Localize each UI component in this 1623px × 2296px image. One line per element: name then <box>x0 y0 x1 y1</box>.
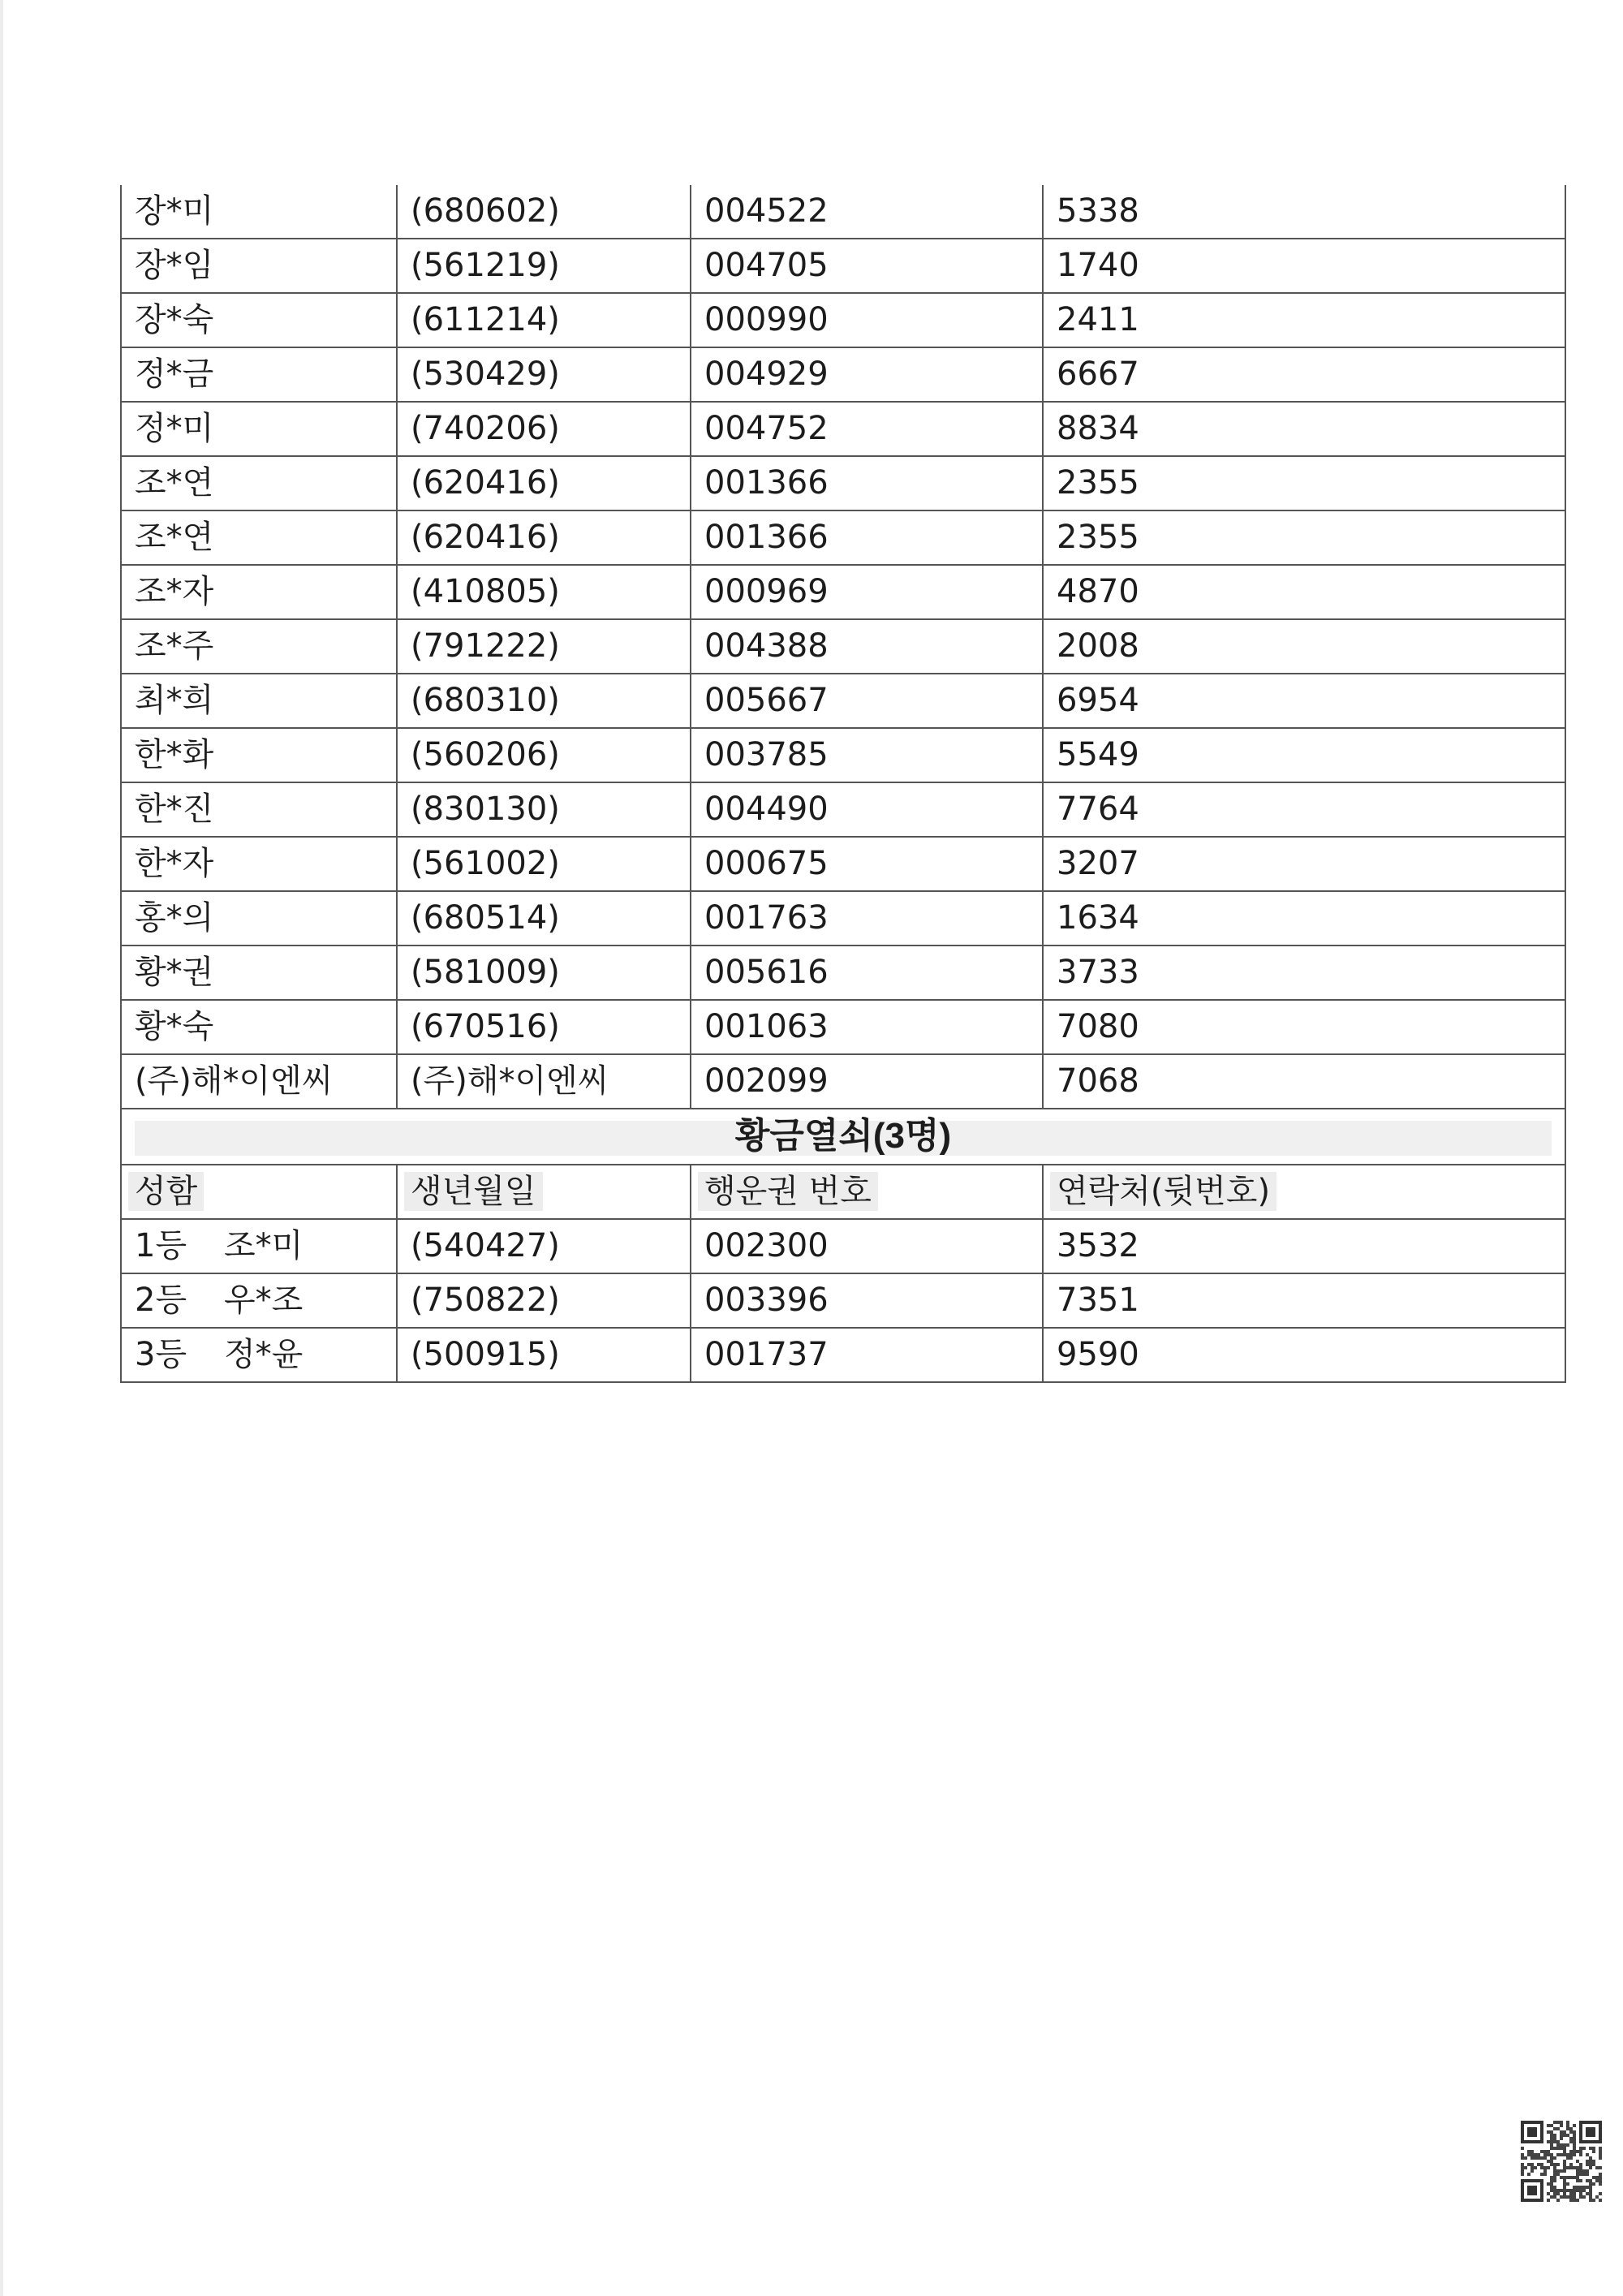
table-row <box>121 456 1565 510</box>
birth-cell: (620416) <box>397 456 691 510</box>
contact-cell: 3733 <box>1043 946 1565 1000</box>
birth-cell: (560206) <box>397 728 691 782</box>
birth-cell: (561002) <box>397 837 691 891</box>
name-cell: 조*주 <box>121 619 397 674</box>
name-cell: 한*진 <box>121 782 397 837</box>
qr-code-icon <box>1521 2121 1602 2202</box>
table-row <box>121 1273 1565 1328</box>
table-row <box>121 891 1565 946</box>
rank-name-cell <box>121 1219 397 1273</box>
contact-cell: 4870 <box>1043 565 1565 619</box>
name-cell: 황*숙 <box>121 1000 397 1054</box>
name-cell: 장*숙 <box>121 293 397 347</box>
contact-cell: 8834 <box>1043 402 1565 456</box>
ticket-cell: 001063 <box>691 1000 1043 1054</box>
ticket-cell: 004490 <box>691 782 1043 837</box>
rank-label: 3등 <box>135 1336 187 1373</box>
contact-cell: 7068 <box>1043 1054 1565 1109</box>
ticket-cell: 000675 <box>691 837 1043 891</box>
name-cell: 정*금 <box>121 347 397 402</box>
ticket-cell: 000969 <box>691 565 1043 619</box>
contact-cell: 3207 <box>1043 837 1565 891</box>
birth-cell: (680602) <box>397 185 691 239</box>
rank-label: 2등 <box>135 1282 187 1319</box>
contact-cell: 2411 <box>1043 293 1565 347</box>
name-cell: 조*자 <box>121 565 397 619</box>
table-row <box>121 565 1565 619</box>
contact-cell: 7080 <box>1043 1000 1565 1054</box>
winner-name: 조*미 <box>224 1227 304 1264</box>
birth-cell: (540427) <box>397 1219 691 1273</box>
contact-cell: 7351 <box>1043 1273 1565 1328</box>
table-row <box>121 837 1565 891</box>
name-cell: 조*연 <box>121 456 397 510</box>
ticket-cell: 003396 <box>691 1273 1043 1328</box>
birth-cell: (410805) <box>397 565 691 619</box>
header-name <box>121 1165 397 1219</box>
birth-cell: (530429) <box>397 347 691 402</box>
contact-cell: 2008 <box>1043 619 1565 674</box>
ticket-cell: 002300 <box>691 1219 1043 1273</box>
table-row <box>121 619 1565 674</box>
name-cell: 정*미 <box>121 402 397 456</box>
contact-cell: 9590 <box>1043 1328 1565 1382</box>
table-header-row <box>121 1165 1565 1219</box>
winner-name: 우*조 <box>224 1282 304 1319</box>
contact-cell: 7764 <box>1043 782 1565 837</box>
ticket-cell: 004388 <box>691 619 1043 674</box>
header-birth-label: 생년월일 <box>404 1172 543 1211</box>
header-birth <box>397 1165 691 1219</box>
table-row <box>121 1219 1565 1273</box>
contact-cell: 6667 <box>1043 347 1565 402</box>
birth-cell: (680514) <box>397 891 691 946</box>
section-title-cell <box>121 1109 1565 1165</box>
header-ticket-label: 행운권 번호 <box>698 1172 878 1211</box>
contact-cell: 1634 <box>1043 891 1565 946</box>
rank-name-cell <box>121 1328 397 1382</box>
contact-cell: 2355 <box>1043 510 1565 565</box>
table-row <box>121 402 1565 456</box>
ticket-cell: 004752 <box>691 402 1043 456</box>
name-cell: 홍*의 <box>121 891 397 946</box>
name-cell: 황*권 <box>121 946 397 1000</box>
section-title: 황금열쇠(3명) <box>734 1116 952 1156</box>
ticket-cell: 001366 <box>691 456 1043 510</box>
contact-cell: 2355 <box>1043 456 1565 510</box>
ticket-cell: 001763 <box>691 891 1043 946</box>
name-cell: 한*화 <box>121 728 397 782</box>
ticket-cell: 004522 <box>691 185 1043 239</box>
birth-cell: (750822) <box>397 1273 691 1328</box>
ticket-cell: 001737 <box>691 1328 1043 1382</box>
birth-cell: (670516) <box>397 1000 691 1054</box>
winner-name: 정*윤 <box>224 1336 304 1373</box>
birth-cell: (740206) <box>397 402 691 456</box>
name-cell: 장*임 <box>121 239 397 293</box>
name-cell: (주)해*이엔씨 <box>121 1054 397 1109</box>
contact-cell: 6954 <box>1043 674 1565 728</box>
table-row <box>121 347 1565 402</box>
rank-name-cell <box>121 1273 397 1328</box>
birth-cell: (620416) <box>397 510 691 565</box>
birth-cell: (611214) <box>397 293 691 347</box>
header-ticket <box>691 1165 1043 1219</box>
header-name-label: 성함 <box>128 1172 204 1211</box>
ticket-cell: 001366 <box>691 510 1043 565</box>
ticket-cell: 000990 <box>691 293 1043 347</box>
ticket-cell: 005616 <box>691 946 1043 1000</box>
birth-cell: (791222) <box>397 619 691 674</box>
winners-table-body <box>121 185 1565 1382</box>
scan-edge <box>0 0 3 2296</box>
table-row <box>121 1054 1565 1109</box>
table-row <box>121 674 1565 728</box>
ticket-cell: 003785 <box>691 728 1043 782</box>
table-row <box>121 782 1565 837</box>
birth-cell: (561219) <box>397 239 691 293</box>
name-cell: 최*희 <box>121 674 397 728</box>
ticket-cell: 004705 <box>691 239 1043 293</box>
ticket-cell: 005667 <box>691 674 1043 728</box>
contact-cell: 1740 <box>1043 239 1565 293</box>
birth-cell: (581009) <box>397 946 691 1000</box>
name-cell: 조*연 <box>121 510 397 565</box>
birth-cell: (주)해*이엔씨 <box>397 1054 691 1109</box>
table-row <box>121 185 1565 239</box>
birth-cell: (680310) <box>397 674 691 728</box>
table-row <box>121 728 1565 782</box>
birth-cell: (830130) <box>397 782 691 837</box>
table-row <box>121 510 1565 565</box>
rank-label: 1등 <box>135 1227 187 1264</box>
winners-table <box>120 185 1566 1383</box>
table-row <box>121 293 1565 347</box>
table-row <box>121 946 1565 1000</box>
section-title-row <box>121 1109 1565 1165</box>
ticket-cell: 002099 <box>691 1054 1043 1109</box>
header-contact <box>1043 1165 1565 1219</box>
ticket-cell: 004929 <box>691 347 1043 402</box>
header-contact-label: 연락처(뒷번호) <box>1050 1172 1276 1211</box>
birth-cell: (500915) <box>397 1328 691 1382</box>
name-cell: 장*미 <box>121 185 397 239</box>
table-row <box>121 1000 1565 1054</box>
name-cell: 한*자 <box>121 837 397 891</box>
table-row <box>121 1328 1565 1382</box>
contact-cell: 5338 <box>1043 185 1565 239</box>
contact-cell: 3532 <box>1043 1219 1565 1273</box>
table-row <box>121 239 1565 293</box>
contact-cell: 5549 <box>1043 728 1565 782</box>
